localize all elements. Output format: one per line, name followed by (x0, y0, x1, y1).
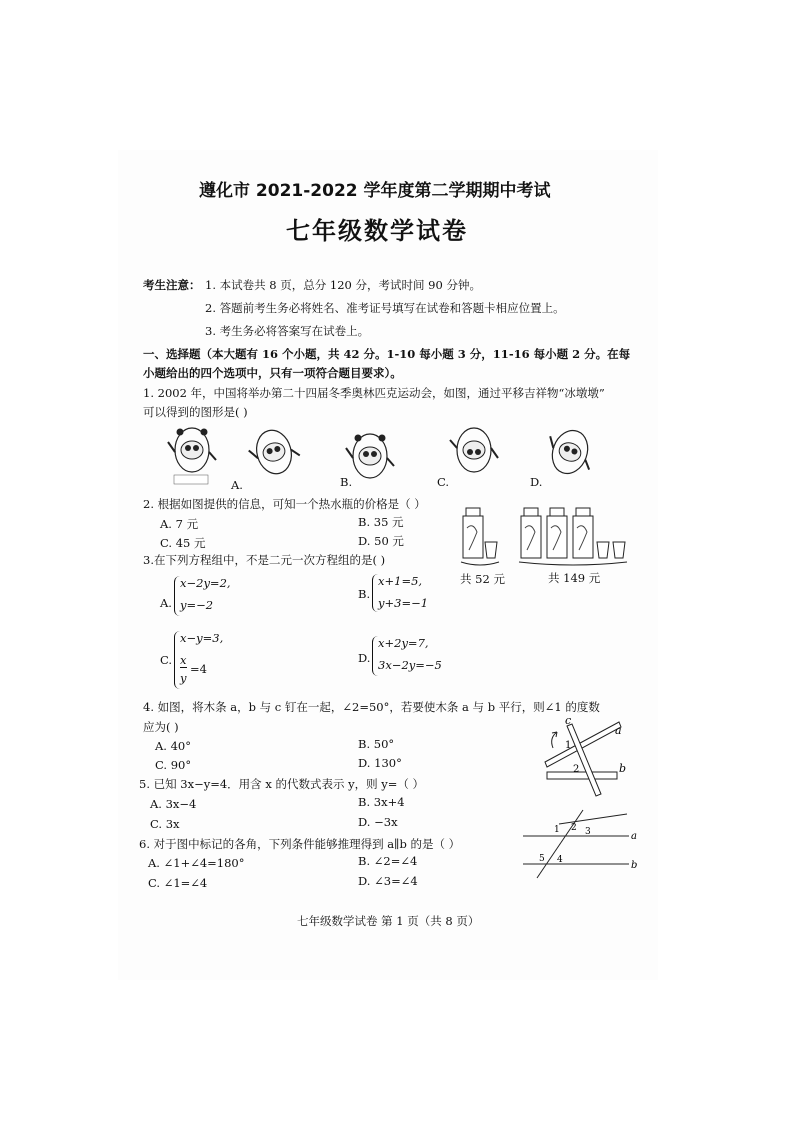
q4-angle-2: 2 (573, 764, 580, 775)
q2-price-right: 共 149 元 (548, 571, 601, 585)
brace-left (461, 562, 499, 565)
q4-option-a: A. 40° (155, 739, 191, 753)
q1-option-b: B. (340, 475, 353, 489)
q6-option-c: C. ∠1=∠4 (148, 876, 208, 890)
cup-left-icon (485, 542, 497, 558)
q2-option-d: D. 50 元 (358, 534, 404, 548)
q6-angle-5: 5 (539, 854, 545, 864)
q1-option-a: A. (231, 478, 243, 492)
q3-option-d-label: D. (358, 651, 371, 665)
section1-heading-line2: 小题给出的四个选项中，只有一项符合题目要求）。 (143, 366, 402, 380)
q2-stem: 2. 根据如图提供的信息，可知一个热水瓶的价格是（ ） (143, 497, 426, 511)
q1-option-d: D. (530, 475, 543, 489)
notice-item-1: 1. 本试卷共 8 页，总分 120 分，考试时间 90 分钟。 (205, 278, 481, 292)
q6-angle-1: 1 (554, 825, 560, 835)
q4-angle-1: 1 (565, 740, 572, 751)
q3-b-eq2: y+3=−1 (378, 596, 429, 610)
mascot-option-d-icon (540, 423, 600, 481)
q1-stem-line1: 1. 2002 年，中国将举办第二十四届冬季奥林匹克运动会，如图，通过平移吉祥物“冰墩墩” (143, 386, 605, 400)
q2-option-a: A. 7 元 (160, 517, 199, 531)
q5-option-d: D. −3x (358, 815, 398, 829)
notice-label: 考生注意： (143, 278, 201, 292)
q4-label-c: c (565, 714, 572, 727)
q3-option-c-label: C. (160, 653, 173, 667)
q3-option-b-label: B. (358, 587, 371, 601)
q1-stem-line2: 可以得到的图形是( ) (143, 405, 248, 419)
q4-wooden-strips-figure (535, 712, 635, 800)
notice-item-3: 3. 考生务必将答案写在试卷上。 (205, 324, 370, 338)
q6-label-a: a (631, 831, 637, 842)
section1-heading-line1: 一、选择题（本大题有 16 个小题，共 42 分。1-10 每小题 3 分，11-16 每小题 2 分。在每 (143, 347, 631, 361)
q2-thermos-figure (455, 496, 635, 568)
q4-option-d: D. 130° (358, 756, 402, 770)
thermos-left-icon (463, 508, 483, 558)
q6-angle-2: 2 (571, 823, 577, 833)
q5-option-b: B. 3x+4 (358, 795, 405, 809)
q4-label-b: b (619, 762, 627, 775)
q2-option-b: B. 35 元 (358, 515, 404, 529)
q6-option-d: D. ∠3=∠4 (358, 874, 418, 888)
q3-a-eq2: y=−2 (180, 598, 214, 612)
q6-stem: 6. 对于图中标记的各角，下列条件能够推理得到 a∥b 的是（ ） (139, 837, 461, 851)
q3-a-eq1: x−2y=2, (180, 576, 231, 590)
q3-c-numerator: x (180, 653, 187, 667)
notice-item-2: 2. 答题前考生务必将姓名、准考证号填写在试卷和答题卡相应位置上。 (205, 301, 565, 315)
mascot-original-icon (168, 428, 216, 484)
q3-b-eq1: x+1=5, (378, 574, 423, 588)
q5-stem: 5. 已知 3x−y=4．用含 x 的代数式表示 y，则 y=（ ） (139, 777, 425, 791)
q3-d-eq1: x+2y=7, (378, 636, 429, 650)
q6-option-b: B. ∠2=∠4 (358, 854, 418, 868)
cup-right-icons (597, 542, 625, 558)
q3-option-a-label: A. (160, 596, 172, 610)
transversal-2 (559, 814, 627, 824)
q5-option-a: A. 3x−4 (150, 797, 197, 811)
q5-option-c: C. 3x (150, 817, 180, 831)
q6-parallel-lines-figure (517, 806, 647, 882)
mascot-option-c-icon (450, 428, 498, 472)
q6-label-b: b (631, 860, 638, 871)
page-footer: 七年级数学试卷 第 1 页（共 8 页） (297, 914, 480, 928)
q4-label-a: a (615, 724, 622, 737)
q3-c-eq2: =4 (190, 662, 207, 676)
q3-d-eq2: 3x−2y=−5 (378, 658, 442, 672)
q3-c-eq1: x−y=3, (180, 631, 224, 645)
q6-angle-3: 3 (585, 827, 591, 837)
q4-stem-line1: 4. 如图，将木条 a，b 与 c 钉在一起，∠2=50°，若要使木条 a 与 b 平行，则∠1 的度数 (143, 700, 600, 714)
q6-angle-4: 4 (557, 855, 563, 865)
strip-b (547, 772, 617, 779)
mascot-option-b-icon (346, 434, 394, 478)
q6-option-a: A. ∠1+∠4=180° (148, 856, 245, 870)
q2-option-c: C. 45 元 (160, 536, 206, 550)
q4-option-b: B. 50° (358, 737, 395, 751)
q3-stem: 3.在下列方程组中，不是二元一次方程组的是( ) (143, 553, 386, 567)
brace-right (519, 562, 627, 565)
thermos-right-icons (521, 508, 593, 558)
q4-stem-line2: 应为( ) (143, 720, 179, 734)
q1-option-c: C. (437, 475, 450, 489)
transversal-1 (537, 810, 583, 878)
mascot-option-a-icon (245, 425, 303, 480)
q4-option-c: C. 90° (155, 758, 192, 772)
q2-price-left: 共 52 元 (460, 572, 505, 586)
exam-title: 遵化市 2021-2022 学年度第二学期期中考试 (199, 181, 551, 201)
q3-c-denominator: y (180, 671, 187, 685)
exam-subtitle: 七年级数学试卷 (286, 217, 468, 245)
